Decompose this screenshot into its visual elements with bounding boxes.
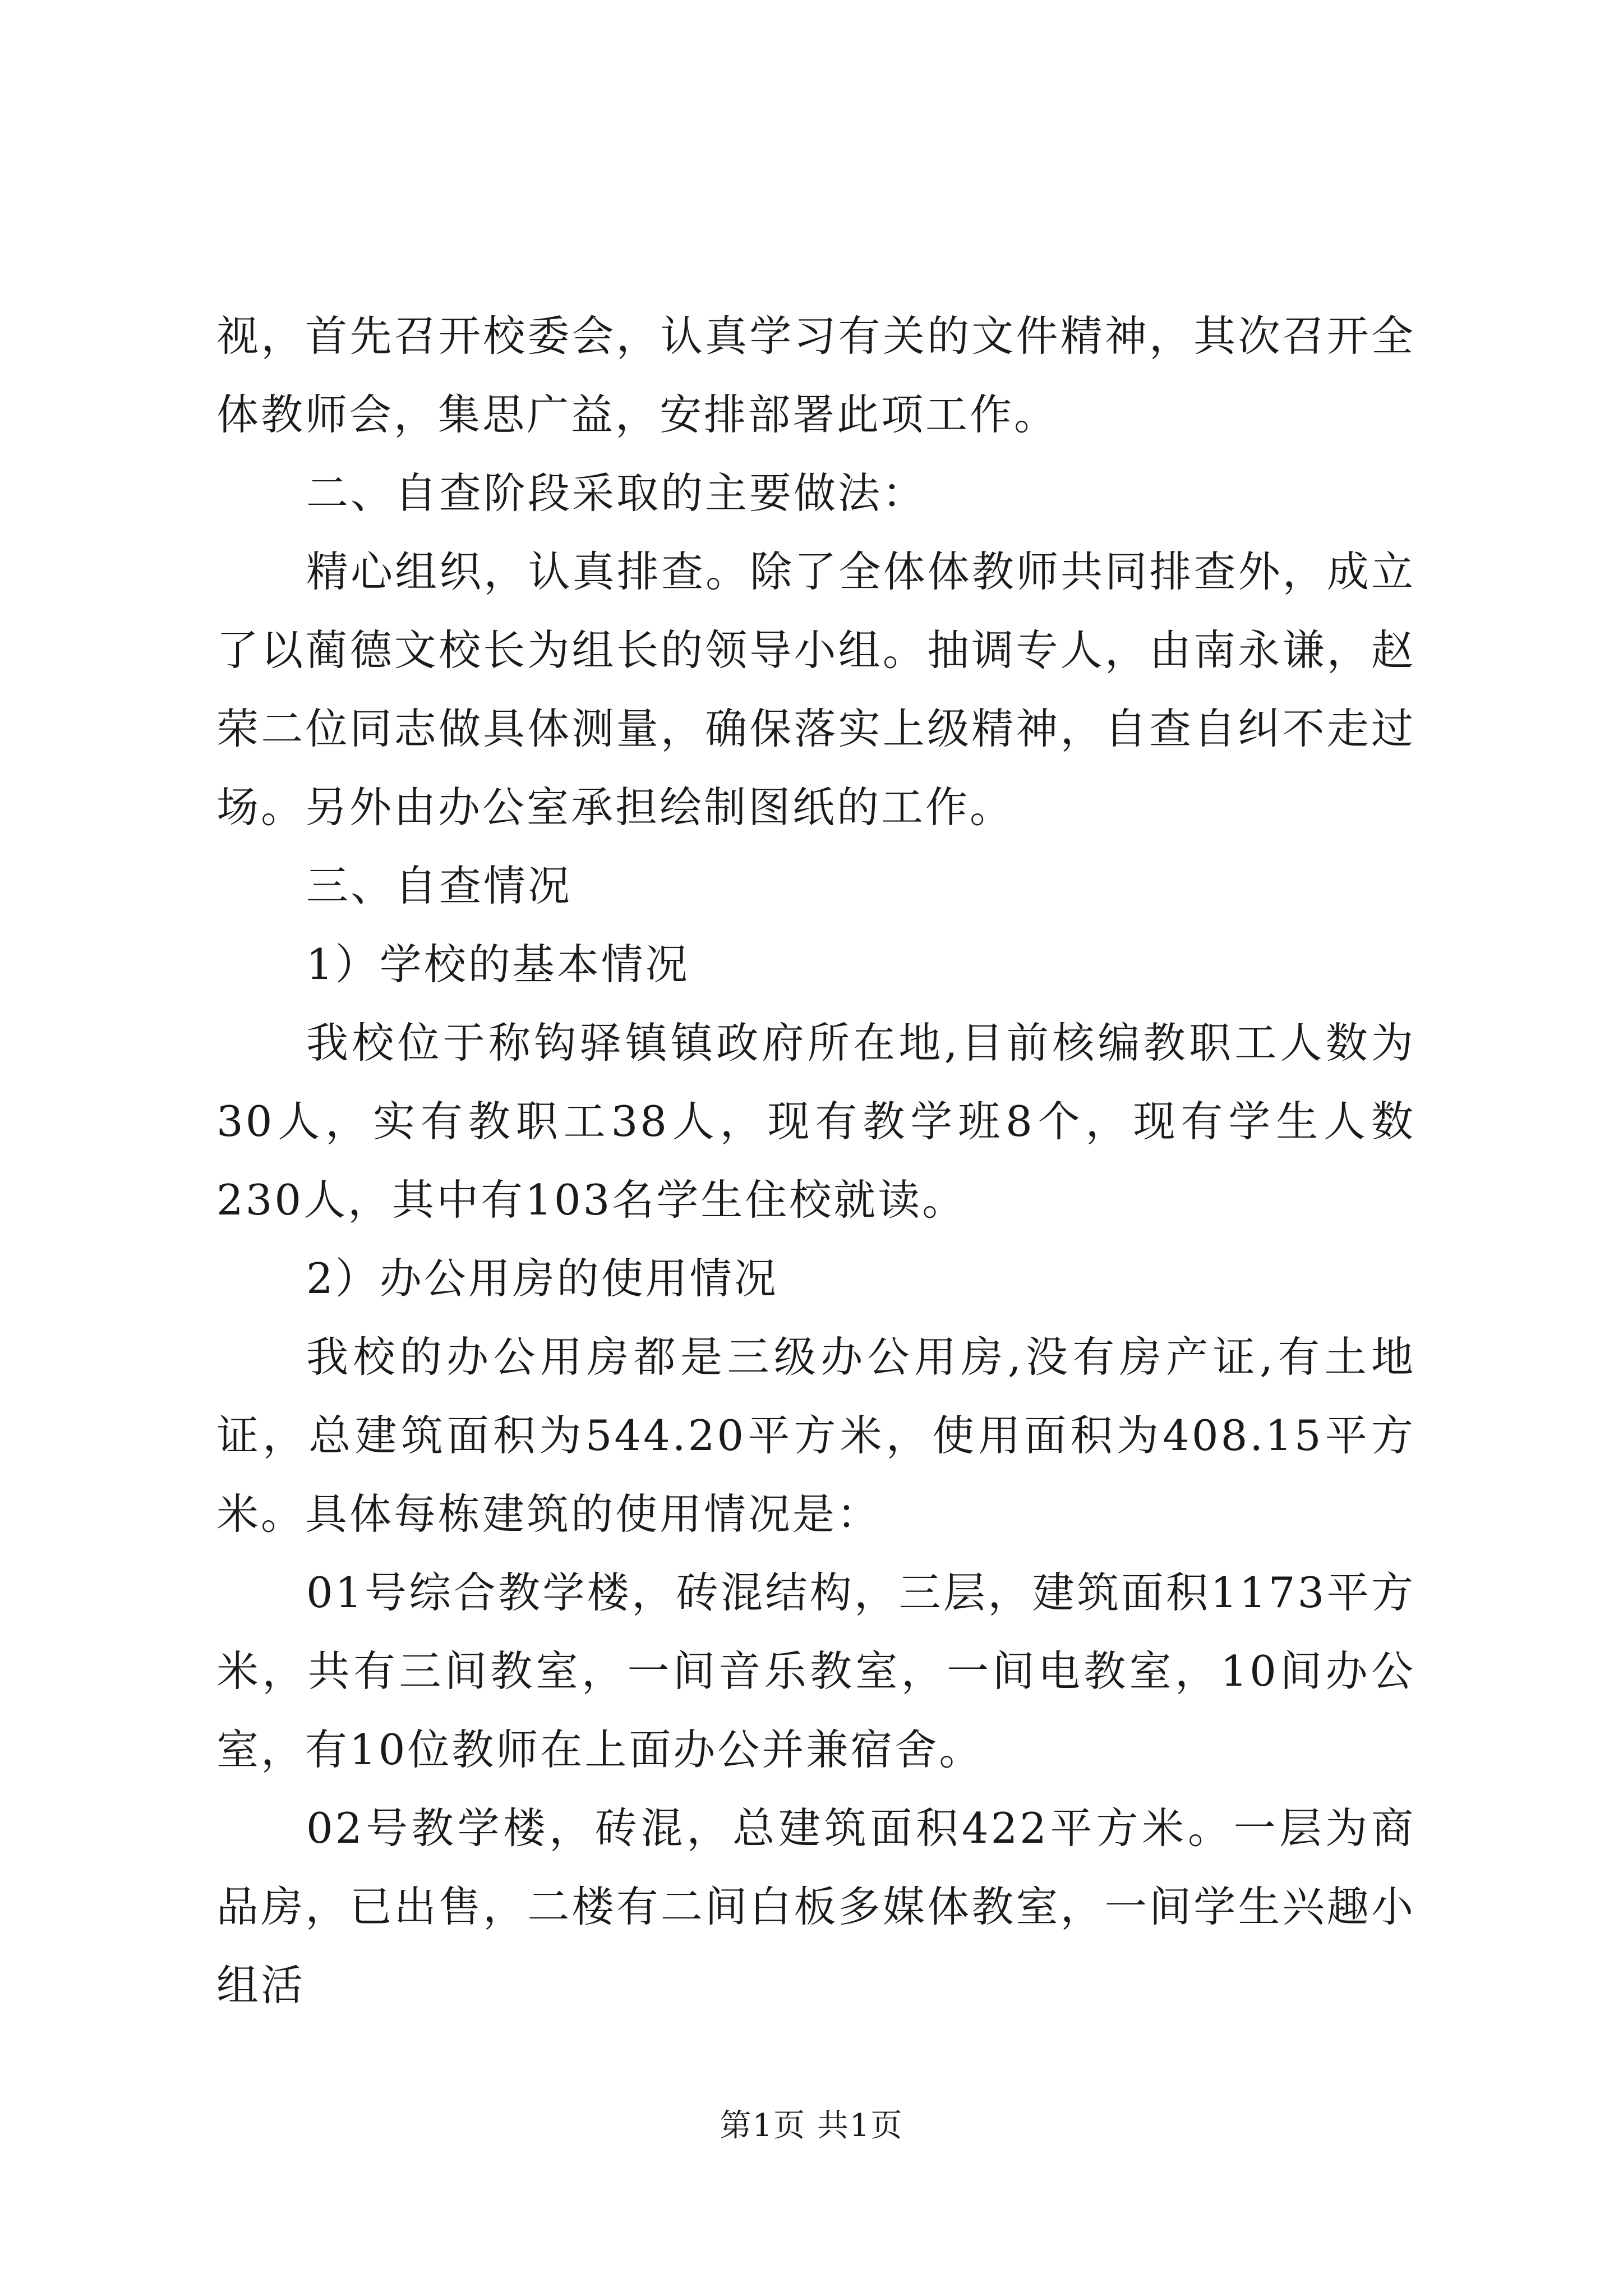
paragraph: 视，首先召开校委会，认真学习有关的文件精神，其次召开全体教师会，集思广益，安排部署此项工作。	[216, 311, 1415, 439]
paragraph: 我校位于称钩驿镇镇政府所在地,目前核编教职工人数为30人，实有教职工38人，现有教学班8个，现有学生人数230人，其中有103名学生住校就读。	[216, 1018, 1415, 1225]
section-heading: 二、自查阶段采取的主要做法：	[306, 468, 927, 518]
paragraph: 精心组织，认真排查。除了全体体教师共同排查外，成立了以蔺德文校长为组长的领导小组。抽调专人，由南永谦，赵荣二位同志做具体测量，确保落实上级精神，自查自纠不走过场。另外由办公室承担绘制图纸的工作。	[216, 547, 1415, 832]
document-body	[216, 297, 1415, 2024]
subsection-heading: 2）办公用房的使用情况	[306, 1254, 778, 1303]
paragraph: 02号教学楼，砖混，总建筑面积422平方米。一层为商品房，已出售，二楼有二间白板多媒体教室，一间学生兴趣小组活	[216, 1803, 1415, 2010]
section-heading: 三、自查情况	[306, 861, 573, 910]
subsection-heading: 1）学校的基本情况	[306, 940, 690, 989]
page-footer: 第1页 共1页	[720, 2108, 903, 2144]
paragraph: 01号综合教学楼，砖混结构，三层，建筑面积1173平方米，共有三间教室，一间音乐教室，一间电教室，10间办公室，有10位教师在上面办公并兼宿舍。	[216, 1568, 1415, 1774]
paragraph: 我校的办公用房都是三级办公用房,没有房产证,有土地证，总建筑面积为544.20平方米，使用面积为408.15平方米。具体每栋建筑的使用情况是：	[216, 1332, 1415, 1539]
